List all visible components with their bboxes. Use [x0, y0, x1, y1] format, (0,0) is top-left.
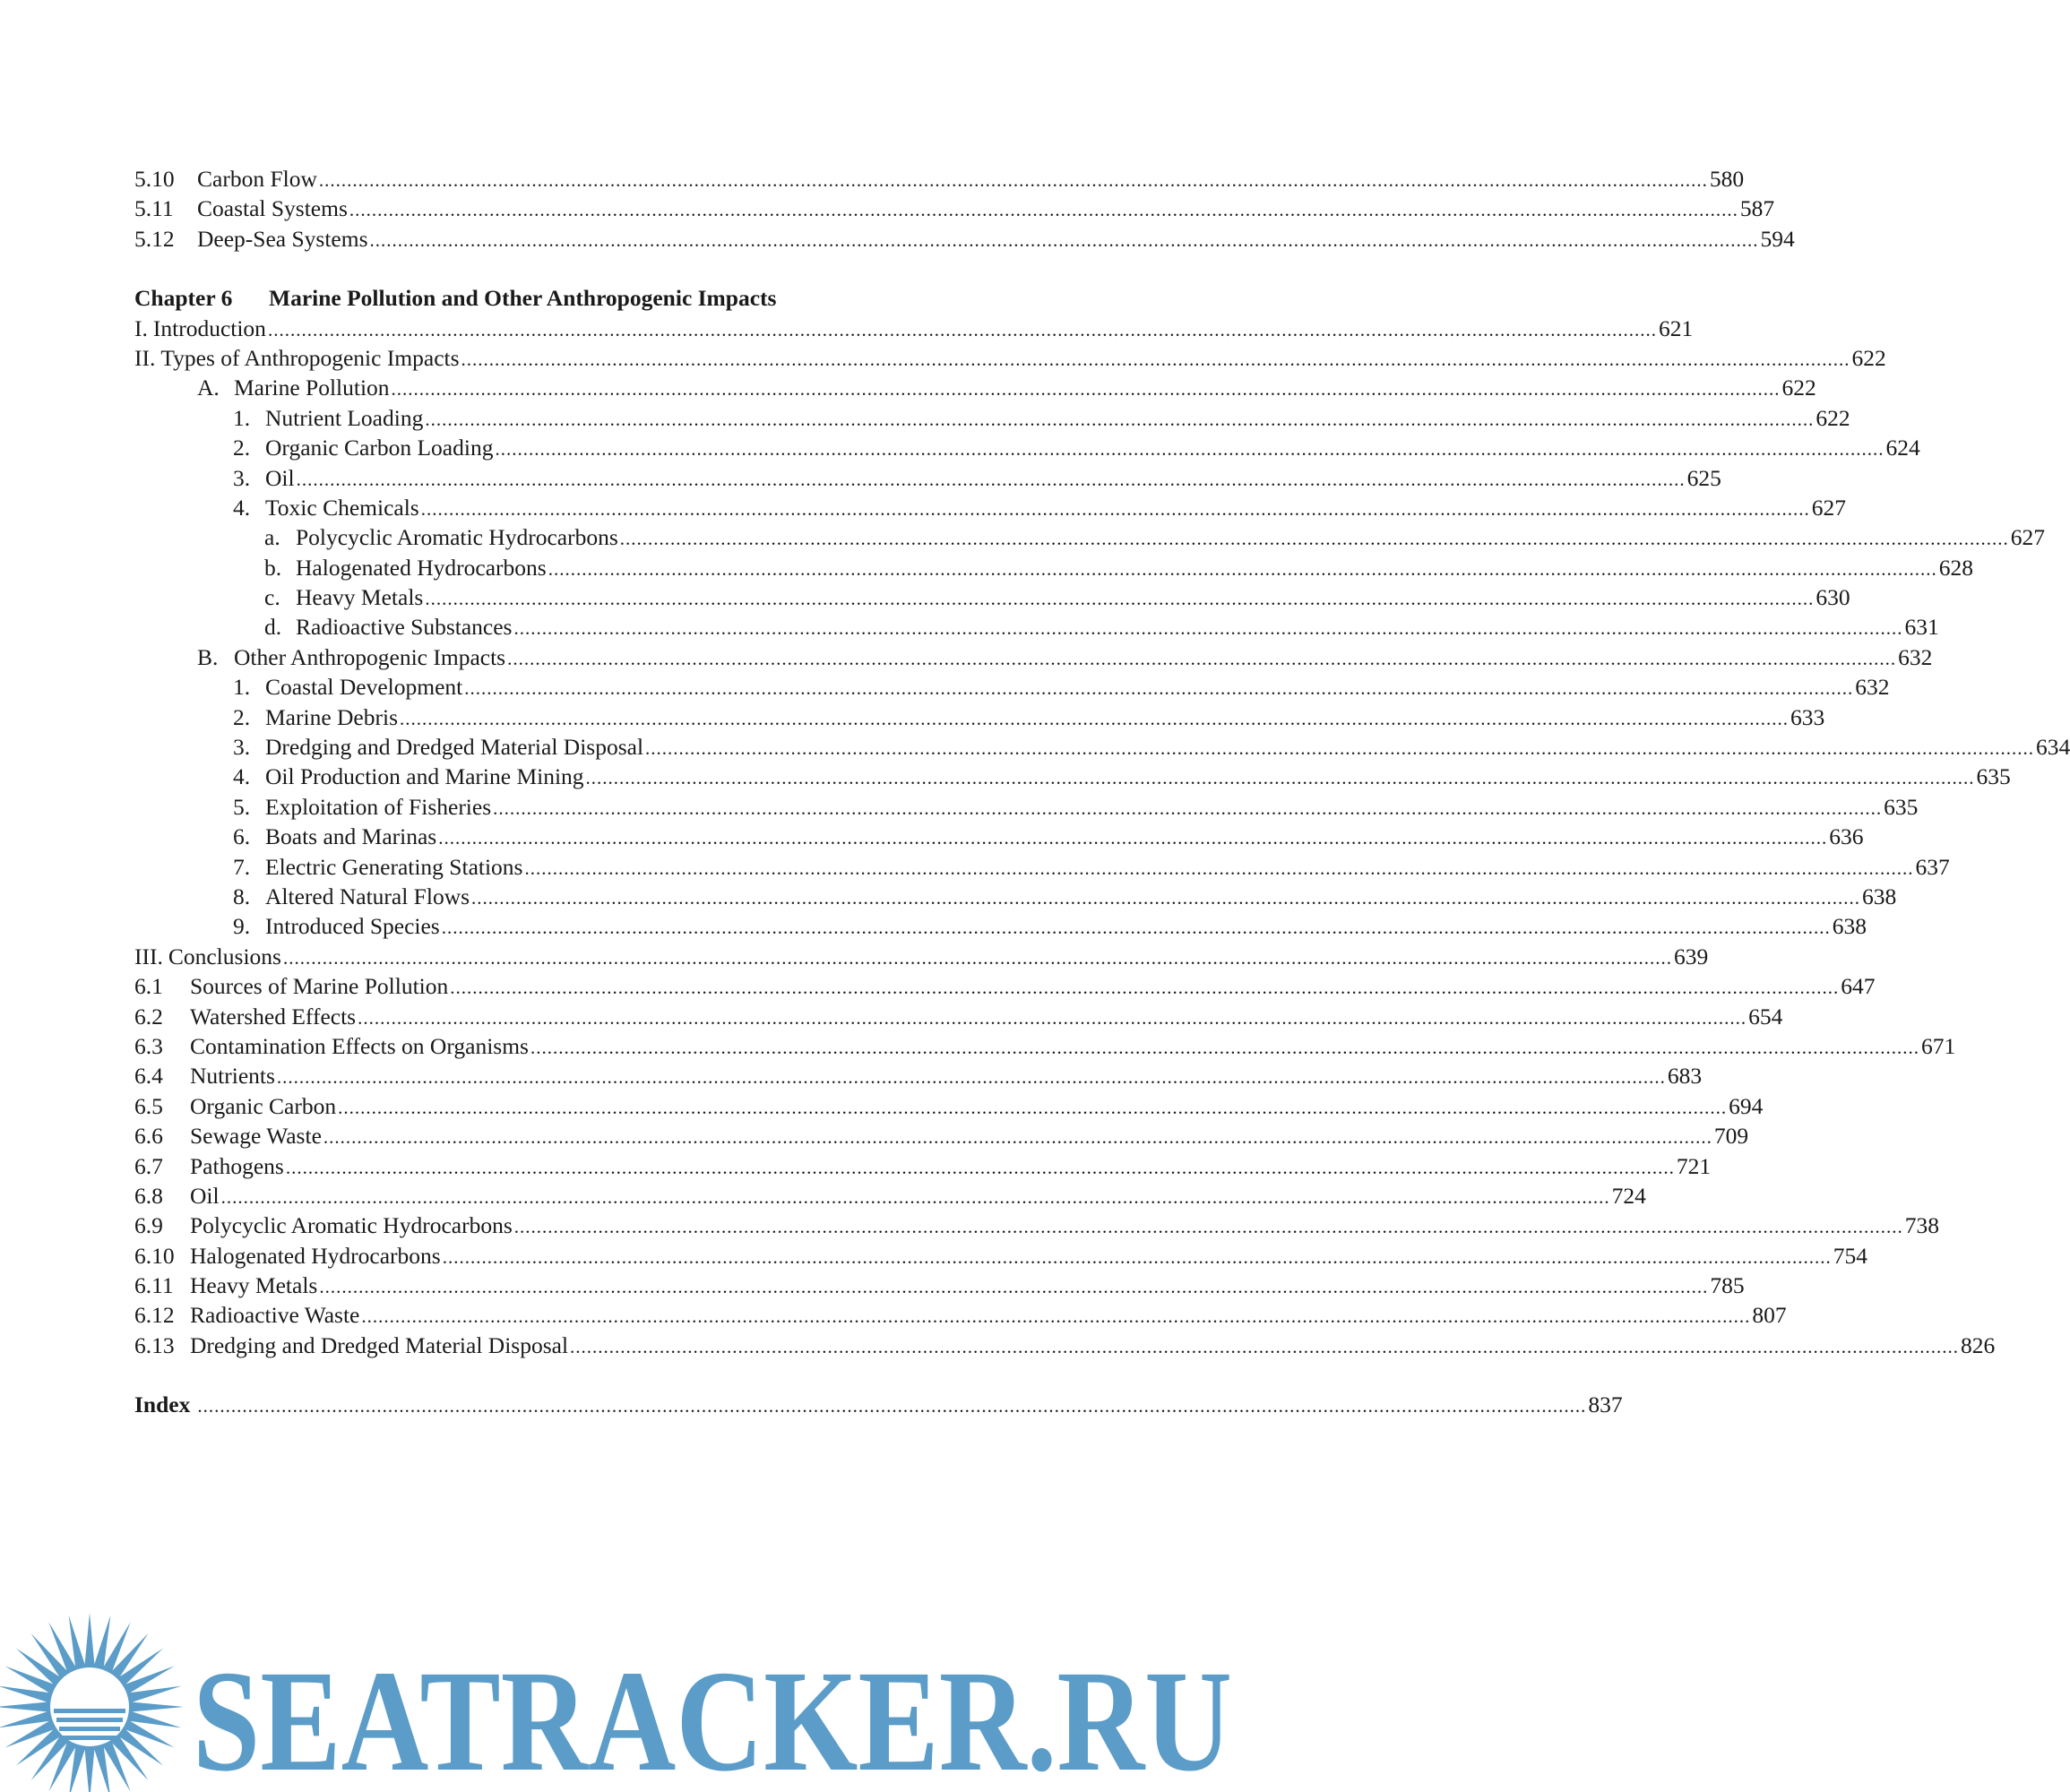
entry-number: a. — [264, 524, 280, 551]
toc-entry[interactable] — [134, 463, 1721, 493]
entry-number: 3. — [233, 734, 251, 761]
entry-page: 624 — [1885, 435, 1920, 461]
leader-dots — [525, 854, 1914, 883]
toc-entry[interactable] — [134, 672, 1890, 702]
toc-entry[interactable] — [134, 1181, 1646, 1210]
entry-title: Coastal Systems — [197, 195, 348, 222]
sun-burst-icon — [0, 1604, 1255, 1792]
entry-page: 683 — [1667, 1063, 1703, 1090]
entry-number: 6.12 — [134, 1302, 175, 1329]
entry-title: Coastal Development — [265, 674, 463, 701]
leader-dots — [221, 1183, 1610, 1212]
entry-title: Electric Generating Stations — [265, 853, 523, 880]
entry-page: 628 — [1938, 554, 1973, 581]
toc-entry[interactable] — [134, 224, 1795, 254]
leader-dots — [268, 315, 1657, 345]
entry-page: 709 — [1713, 1123, 1749, 1150]
entry-page: 634 — [2036, 734, 2070, 761]
entry-page: 694 — [1729, 1092, 1764, 1119]
entry-number: 4. — [233, 494, 251, 521]
toc-entry[interactable] — [134, 1002, 1783, 1031]
leader-dots — [400, 704, 1789, 734]
entry-page: 647 — [1841, 973, 1876, 1000]
leader-dots — [425, 584, 1814, 614]
entry-title: Polycyclic Aromatic Hydrocarbons — [296, 524, 618, 551]
entry-page: 594 — [1760, 225, 1795, 252]
toc-entry[interactable] — [134, 852, 1950, 882]
entry-page: 627 — [2010, 524, 2045, 551]
toc-entry[interactable] — [134, 1331, 1996, 1360]
leader-dots — [645, 734, 2034, 763]
leader-dots — [323, 1123, 1712, 1152]
entry-page: 671 — [1920, 1032, 1956, 1059]
entry-number: 5.12 — [134, 225, 175, 252]
entry-page: 754 — [1833, 1242, 1867, 1269]
sun-core — [50, 1667, 129, 1746]
entry-number: 3. — [233, 464, 251, 491]
entry-title: Sewage Waste — [190, 1123, 322, 1150]
chapter-figures — [134, 971, 1996, 1360]
entry-number: 5.11 — [134, 195, 174, 222]
entry-number: d. — [264, 614, 282, 641]
leader-dots — [471, 883, 1860, 913]
entry-number: 6.5 — [134, 1092, 163, 1119]
entry-page: 724 — [1611, 1182, 1646, 1209]
leader-dots — [197, 1391, 1586, 1421]
leader-dots — [319, 166, 1708, 195]
leader-dots — [319, 1272, 1708, 1302]
spacer — [134, 254, 1122, 283]
leader-dots — [507, 644, 1896, 674]
entry-number: B. — [197, 643, 219, 670]
entry-number: 6.11 — [134, 1272, 174, 1299]
toc-entry[interactable] — [134, 373, 1816, 402]
entry-title: Oil — [190, 1182, 220, 1209]
leader-dots — [620, 524, 2009, 554]
leader-dots — [361, 1302, 1750, 1331]
toc-entry[interactable] — [134, 1121, 1749, 1150]
entry-page: 738 — [1904, 1212, 1939, 1239]
entry-number: 6.2 — [134, 1003, 163, 1030]
watermark-logo — [0, 1604, 1255, 1792]
entry-page: 635 — [1976, 763, 2011, 790]
leader-dots — [548, 555, 1937, 584]
table-of-contents — [134, 164, 2070, 1420]
entry-number: 6.8 — [134, 1182, 163, 1209]
leader-dots — [438, 823, 1827, 853]
toc-entries-top — [134, 164, 1795, 254]
toc-entry[interactable] — [134, 942, 1709, 971]
entry-title: Contamination Effects on Organisms — [190, 1032, 529, 1059]
entry-title: Organic Carbon Loading — [265, 435, 494, 461]
entry-number: 6.1 — [134, 973, 163, 1000]
entry-page: 633 — [1790, 703, 1825, 730]
chapter-outline — [134, 314, 2070, 972]
entry-title: Marine Pollution — [234, 375, 390, 401]
leader-dots — [421, 495, 1810, 524]
watermark-text: SEATRACKER.RU — [193, 1641, 1232, 1792]
leader-dots — [493, 794, 1882, 823]
leader-dots — [286, 1153, 1675, 1183]
entry-title: Dredging and Dredged Material Disposal — [265, 734, 644, 761]
entry-number: 8. — [233, 883, 251, 909]
chapter-heading[interactable] — [134, 283, 1122, 313]
entry-number: 6.6 — [134, 1123, 163, 1150]
toc-entry[interactable] — [134, 164, 1745, 194]
leader-dots — [283, 943, 1672, 973]
entry-number: 2. — [233, 435, 251, 461]
entry-page: 622 — [1781, 375, 1816, 401]
entry-page: 635 — [1884, 793, 1919, 820]
toc-entry[interactable] — [134, 1210, 1939, 1240]
entry-number: 1. — [233, 404, 251, 431]
entry-page: 654 — [1748, 1003, 1783, 1030]
toc-entry[interactable] — [134, 553, 1973, 582]
entry-page: 826 — [1961, 1331, 1996, 1358]
leader-dots — [570, 1332, 1959, 1362]
leader-dots — [277, 1063, 1666, 1092]
entry-title: Polycyclic Aromatic Hydrocarbons — [190, 1212, 513, 1239]
toc-entry[interactable] — [134, 493, 1846, 522]
entry-number: 2. — [233, 703, 251, 730]
entry-page: 807 — [1752, 1302, 1787, 1329]
entry-number: 6. — [233, 823, 251, 850]
toc-entry[interactable] — [134, 911, 1867, 941]
entry-title: Boats and Marinas — [265, 823, 437, 850]
entry-title: Carbon Flow — [197, 166, 317, 192]
index-page: 837 — [1588, 1391, 1623, 1418]
toc-entry[interactable] — [134, 1031, 1956, 1061]
toc-entry[interactable] — [134, 1061, 1703, 1090]
entry-page: 631 — [1904, 614, 1939, 641]
entry-title: Exploitation of Fisheries — [265, 793, 492, 820]
entry-page: 622 — [1851, 344, 1886, 371]
entry-number: 6.7 — [134, 1152, 163, 1179]
entry-title: Introduction — [152, 314, 266, 341]
leader-dots — [513, 614, 1902, 643]
toc-entry[interactable] — [134, 732, 2070, 762]
toc-entry[interactable] — [134, 762, 2011, 791]
leader-dots — [530, 1033, 1919, 1063]
entry-number: 6.10 — [134, 1242, 175, 1269]
entry-title: Nutrients — [190, 1063, 275, 1090]
entry-title: Radioactive Waste — [190, 1302, 360, 1329]
entry-page: 637 — [1915, 853, 1950, 880]
toc-entry[interactable] — [134, 433, 1920, 462]
entry-page: 621 — [1658, 314, 1694, 341]
entry-number: 5. — [233, 793, 251, 820]
sun-stripe — [54, 1709, 125, 1713]
entry-page: 625 — [1686, 464, 1721, 491]
entry-page: 721 — [1676, 1152, 1712, 1179]
leader-dots — [358, 1004, 1747, 1033]
toc-entry[interactable] — [134, 822, 1864, 851]
toc-entry[interactable] — [134, 1151, 1712, 1181]
entry-page: 622 — [1816, 404, 1850, 431]
toc-entry[interactable] — [134, 971, 1876, 1001]
toc-entry[interactable] — [134, 194, 1775, 223]
entry-title: Watershed Effects — [190, 1003, 357, 1030]
entry-title: Introduced Species — [265, 913, 440, 940]
entry-title: Halogenated Hydrocarbons — [190, 1242, 441, 1269]
entry-page: 638 — [1832, 913, 1867, 940]
entry-number: 4. — [233, 763, 251, 790]
entry-number: 1. — [233, 674, 251, 701]
leader-dots — [586, 763, 1975, 793]
entry-title: Marine Debris — [265, 703, 398, 730]
leader-dots — [349, 195, 1738, 225]
sun-stripe — [56, 1718, 123, 1722]
leader-dots — [338, 1093, 1727, 1123]
entry-title: Types of Anthropogenic Impacts — [160, 344, 460, 371]
entry-title: Other Anthropogenic Impacts — [234, 643, 506, 670]
entry-number: 6.13 — [134, 1331, 175, 1358]
entry-title: Deep-Sea Systems — [197, 225, 368, 252]
toc-entry[interactable] — [134, 1091, 1764, 1121]
entry-title: Oil Production and Marine Mining — [265, 763, 584, 790]
entry-page: 587 — [1739, 195, 1775, 222]
leader-dots — [370, 226, 1759, 255]
toc-entry[interactable] — [134, 582, 1850, 612]
leader-dots — [450, 973, 1839, 1003]
toc-entry[interactable] — [134, 343, 1886, 373]
entry-page: 785 — [1710, 1272, 1745, 1299]
entry-number: 6.3 — [134, 1032, 163, 1059]
toc-entry[interactable] — [134, 314, 1694, 343]
leader-dots — [442, 913, 1831, 943]
chapter-number: Chapter 6 — [134, 285, 233, 312]
entry-number: c. — [264, 584, 280, 611]
entry-number: 7. — [233, 853, 251, 880]
leader-dots — [297, 465, 1686, 495]
leader-dots — [461, 345, 1850, 375]
entry-title: Heavy Metals — [190, 1272, 318, 1299]
entry-page: 638 — [1862, 883, 1897, 909]
entry-page: 627 — [1811, 494, 1846, 521]
entry-number: 6.9 — [134, 1212, 163, 1239]
sun-stripe — [62, 1736, 117, 1740]
leader-dots — [425, 405, 1814, 435]
toc-entry[interactable] — [134, 1300, 1787, 1330]
entry-title: Dredging and Dredged Material Disposal — [190, 1331, 569, 1358]
toc-entry[interactable] — [134, 1241, 1867, 1271]
entry-title: Conclusions — [168, 943, 281, 969]
toc-entry[interactable] — [134, 792, 1919, 822]
entry-page: 636 — [1829, 823, 1864, 850]
entry-title: Toxic Chemicals — [265, 494, 419, 521]
entry-number: 6.4 — [134, 1063, 163, 1090]
index-title: Index — [134, 1391, 191, 1418]
toc-entry-index[interactable] — [134, 1390, 1623, 1419]
entry-page: 580 — [1709, 166, 1745, 192]
toc-entry[interactable] — [134, 403, 1850, 433]
entry-number: III. — [134, 943, 163, 969]
entry-title: Nutrient Loading — [265, 404, 424, 431]
entry-page: 632 — [1855, 674, 1890, 701]
toc-entry[interactable] — [134, 702, 1825, 732]
chapter-title: Marine Pollution and Other Anthropogenic Impacts — [269, 285, 777, 312]
sun-stripe — [59, 1727, 120, 1731]
entry-title: Oil — [265, 464, 295, 491]
toc-entry[interactable] — [134, 882, 1897, 911]
entry-title: Halogenated Hydrocarbons — [296, 554, 547, 581]
toc-entry[interactable] — [134, 642, 1933, 672]
leader-dots — [514, 1212, 1903, 1242]
entry-title: Altered Natural Flows — [265, 883, 470, 909]
leader-dots — [495, 435, 1884, 464]
leader-dots — [443, 1243, 1832, 1272]
entry-number: b. — [264, 554, 282, 581]
entry-number: I. — [134, 314, 148, 341]
entry-number: 9. — [233, 913, 251, 940]
entry-page: 632 — [1898, 643, 1933, 670]
leader-dots — [464, 674, 1853, 703]
entry-page: 630 — [1816, 584, 1850, 611]
entry-title: Radioactive Substances — [296, 614, 513, 641]
entry-title: Organic Carbon — [190, 1092, 337, 1119]
entry-number: II. — [134, 344, 156, 371]
leader-dots — [392, 375, 1781, 404]
entry-page: 639 — [1673, 943, 1709, 969]
toc-entry[interactable] — [134, 1271, 1745, 1300]
entry-title: Pathogens — [190, 1152, 284, 1179]
entry-title: Sources of Marine Pollution — [190, 973, 449, 1000]
entry-number: A. — [197, 375, 220, 401]
spacer — [134, 1360, 1122, 1390]
toc-entry[interactable] — [134, 612, 1939, 642]
entry-number: 5.10 — [134, 166, 175, 192]
entry-title: Heavy Metals — [296, 584, 424, 611]
toc-entry[interactable] — [134, 522, 2045, 552]
